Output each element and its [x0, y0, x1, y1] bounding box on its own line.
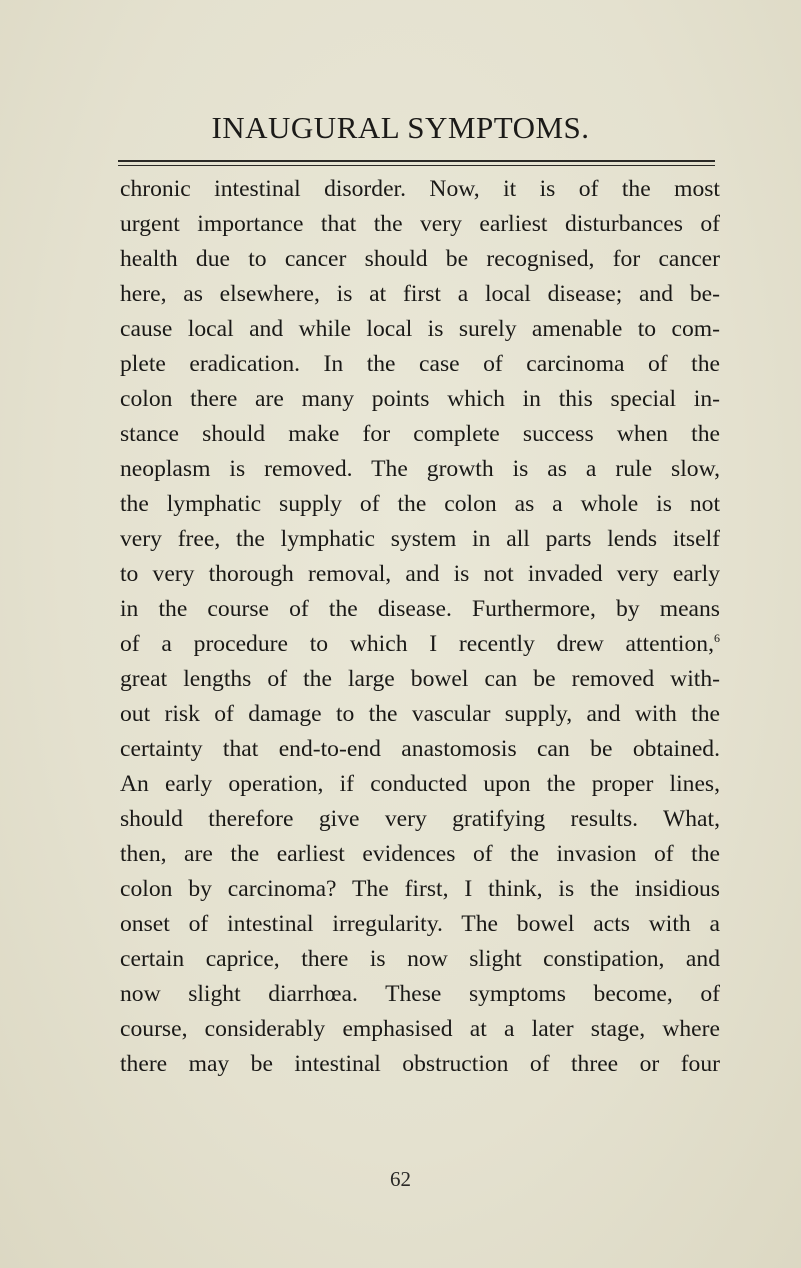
- running-head: INAUGURAL SYMPTOMS.: [211, 110, 590, 145]
- body-paragraph: [120, 172, 720, 1082]
- text-line: colon by carcinoma? The first, I think, is the insidious: [120, 876, 720, 902]
- text-line: now slight diarrhœa. These symptoms become, of: [120, 981, 720, 1007]
- text-line: plete eradication. In the case of carcinoma of the: [120, 351, 720, 377]
- text-line: colon there are many points which in this special in-: [120, 386, 720, 412]
- text-line: there may be intestinal obstruction of three or four: [120, 1051, 720, 1077]
- text-line: very free, the lymphatic system in all parts lends itself: [120, 526, 720, 552]
- text-line-with-footnote: [120, 627, 720, 662]
- text-line: health due to cancer should be recognised, for cancer: [120, 246, 720, 272]
- text-line: cause local and while local is surely amenable to com-: [120, 316, 720, 342]
- text-line: neoplasm is removed. The growth is as a rule slow,: [120, 456, 720, 482]
- header-rule: [118, 160, 715, 166]
- text-line: here, as elsewhere, is at first a local disease; and be-: [120, 281, 720, 307]
- text-line-content: of a procedure to which I recently drew attention,: [120, 631, 714, 657]
- text-line: then, are the earliest evidences of the invasion of the: [120, 841, 720, 867]
- text-line: course, considerably emphasised at a later stage, where: [120, 1016, 720, 1042]
- text-line: should therefore give very gratifying results. What,: [120, 806, 720, 832]
- text-line: An early operation, if conducted upon the proper lines,: [120, 771, 720, 797]
- text-line: stance should make for complete success when the: [120, 421, 720, 447]
- text-line: out risk of damage to the vascular supply, and with the: [120, 701, 720, 727]
- text-line: great lengths of the large bowel can be removed with-: [120, 666, 720, 692]
- text-line: certainty that end-to-end anastomosis can be obtained.: [120, 736, 720, 762]
- footnote-reference[interactable]: 6: [714, 631, 720, 645]
- text-line: certain caprice, there is now slight constipation, and: [120, 946, 720, 972]
- text-line: onset of intestinal irregularity. The bowel acts with a: [120, 911, 720, 937]
- text-line: urgent importance that the very earliest disturbances of: [120, 211, 720, 237]
- page-number: 62: [390, 1167, 411, 1191]
- text-line: the lymphatic supply of the colon as a whole is not: [120, 491, 720, 517]
- text-line: chronic intestinal disorder. Now, it is of the most: [120, 176, 720, 202]
- text-line: in the course of the disease. Furthermore, by means: [120, 596, 720, 622]
- text-line: to very thorough removal, and is not invaded very early: [120, 561, 720, 587]
